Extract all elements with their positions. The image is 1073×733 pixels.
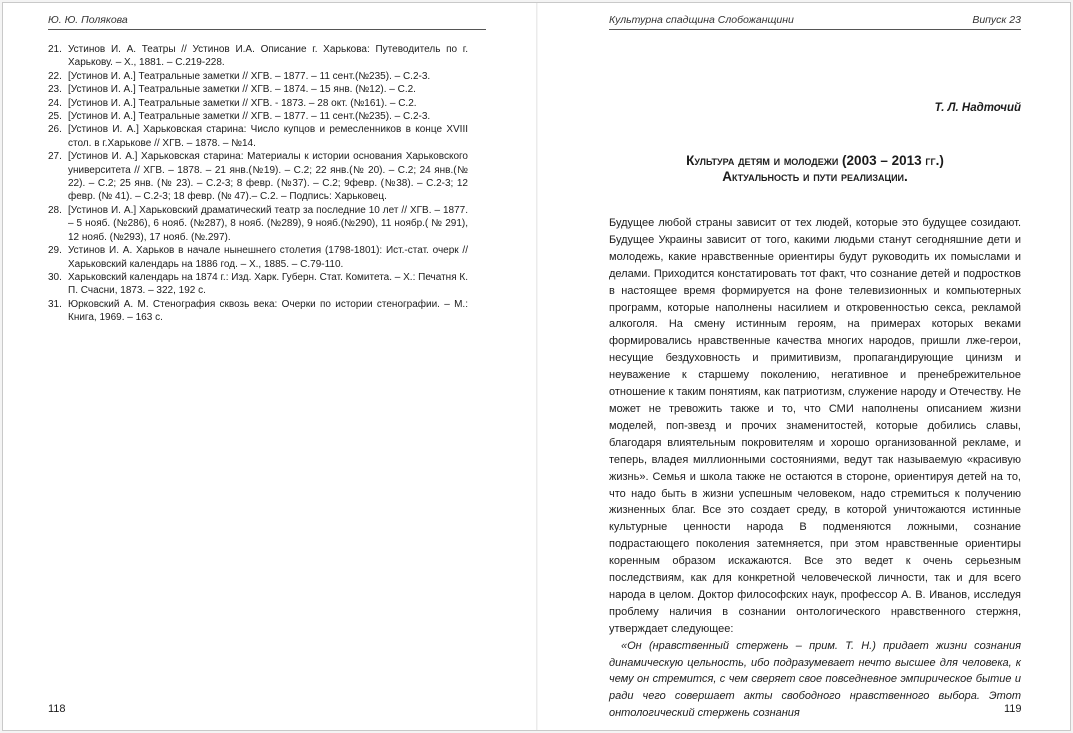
reference-item bbox=[48, 244, 468, 271]
right-page-number: 119 bbox=[1004, 703, 1022, 715]
left-page-number: 118 bbox=[48, 703, 66, 715]
article-body bbox=[609, 215, 1021, 722]
reference-number: 27. bbox=[48, 151, 62, 163]
reference-item bbox=[48, 123, 468, 150]
reference-text: [Устинов И. А.] Театральные заметки // ХГВ. - 1873. – 28 окт. (№161). – С.2. bbox=[68, 97, 417, 109]
reference-number: 23. bbox=[48, 84, 62, 96]
reference-text: Устинов И. А. Театры // Устинов И.А. Описание г. Харькова: Путеводитель по г. Харькову. – Х., 1881. – С.219-228. bbox=[68, 44, 468, 69]
reference-item bbox=[48, 70, 468, 83]
reference-text: [Устинов И. А.] Театральные заметки // ХГВ. – 1874. – 15 янв. (№12). – С.2. bbox=[68, 84, 416, 96]
book-spread bbox=[2, 2, 1071, 731]
reference-item bbox=[48, 97, 468, 110]
reference-item bbox=[48, 110, 468, 123]
reference-number: 30. bbox=[48, 271, 62, 283]
article-title-line-1: Культура детям и молодежи (2003 – 2013 гг.) bbox=[686, 153, 944, 168]
reference-text: [Устинов И. А.] Театральные заметки // ХГВ. – 1877. – 11 сент.(№235). – С.2-3. bbox=[68, 70, 431, 82]
reference-text: [Устинов И. А.] Харьковская старина: Материалы к истории основания Харьковского университета // ХГВ. – 1878. – 21 янв.(№19). – С.2; 22 янв.(№ 20). – С.2; 24 янв.(№ 22). – С.2; 25 янв. (№ 23). – С.2-3; 8 февр. (№37). – С.2; 9февр. (№38). – С.2-3; 12 февр. (№ 41). – С.2-3; 18 февр. (№ 47).– С.2. – Подпись: Харьковец. bbox=[68, 151, 468, 203]
body-paragraph: Будущее любой страны зависит от тех людей, которые это будущее созидают. Будущее Украины зависит от того, какими людьми станут сегодняшние дети и молодежь, какие нравственные ориентиры будут руководить их помыслами и делами. Приходится констатировать тот факт, что сознание детей и подростков в настоящее время формируется на фоне телевизионных и компьютерных программ, которые наполнены насилием и откровенностью секса, рекламой алкоголя. На смену истинным героям, на примерах которых веками формировались нравственные качества многих народов, пришли лже-герои, несущие бездуховность и примитивизм, пропагандирующие цинизм и неуважение к старшему поколению, негативное и пренебрежительное отношение к таким понятиям, как патриотизм, служение народу и Отечеству. Не может не тревожить также и то, что СМИ наполнены описанием жизни моделей, поп-звезд и прочих знаменитостей, которые добились славы, благодаря влиятельным покровителям и хорошо организованной рекламе, и теперь, владея миллионными состояниями, ведут так называемую «красивую жизнь». Семья и школа также не остаются в стороне, ориентируя детей на то, что надо быть в жизни успешным человеком, надо стремиться к получению жизненных благ. Все это создает среду, в которой уничтожаются истинные культурные ценности народа В подменяются ложными, сознание подрастающего поколения затемняется, при этом нравственные ориентиры коренным образом искажаются. Все это ведет к очень серьезным последствиям, как для конкретной человеческой личности, так и для всего народа в целом. Доктор философских наук, профессор А. В. Иванов, исследуя проблему наличия в сознании онтологического нравственного стержня, утверждает следующее: bbox=[609, 217, 1021, 635]
reference-number: 31. bbox=[48, 298, 62, 310]
reference-number: 26. bbox=[48, 124, 62, 136]
article-title bbox=[609, 153, 1021, 185]
reference-number: 29. bbox=[48, 245, 62, 257]
reference-list bbox=[48, 43, 468, 325]
reference-item bbox=[48, 271, 468, 298]
right-page bbox=[538, 3, 1070, 730]
article-title-line-2: Актуальность и пути реализации. bbox=[722, 169, 908, 184]
reference-text: Устинов И. А. Харьков в начале нынешнего столетия (1798-1801): Ист.-стат. очерк // Харьковский календарь на 1886 год. – Х., 1885. – С.79-110. bbox=[68, 245, 468, 270]
left-page bbox=[3, 3, 536, 730]
reference-text: [Устинов И. А.] Театральные заметки // ХГВ. – 1877. – 11 сент.(№235). – С.2-3. bbox=[68, 111, 431, 123]
reference-item bbox=[48, 150, 468, 204]
reference-text: Харьковский календарь на 1874 г.: Изд. Харк. Губерн. Стат. Комитета. – Х.: Печатня К. П. Счасни, 1873. – 322, 192 с. bbox=[68, 271, 468, 297]
left-running-head-author: Ю. Ю. Полякова bbox=[48, 14, 128, 26]
issue-label: Випуск 23 bbox=[972, 14, 1021, 26]
right-running-head bbox=[609, 13, 1021, 30]
reference-number: 25. bbox=[48, 111, 62, 123]
reference-text: [Устинов И. А.] Харьковский драматический театр за последние 10 лет // ХГВ. – 1877. – 5 нояб. (№286), 6 нояб. (№287), 8 нояб. (№289), 9 нояб.(№290), 11 ноябр.( № 291), 12 нояб. (№293), 17 нояб. (№.297). bbox=[68, 204, 468, 243]
reference-item bbox=[48, 83, 468, 96]
reference-number: 22. bbox=[48, 70, 62, 82]
reference-number: 28. bbox=[48, 204, 62, 216]
reference-text: [Устинов И. А.] Харьковская старина: Число купцов и ремесленников в конце XVIII стол. в г.Харькове // ХГВ. – 1878. – №14. bbox=[68, 124, 468, 149]
reference-item bbox=[48, 43, 468, 70]
left-running-head bbox=[48, 13, 486, 30]
reference-number: 24. bbox=[48, 97, 62, 109]
article-author: Т. Л. Надточий bbox=[934, 102, 1021, 114]
reference-item bbox=[48, 298, 468, 325]
reference-item bbox=[48, 204, 468, 244]
quote-paragraph: «Он (нравственный стержень – прим. Т. Н.) придает жизни сознания динамическую цельность, ибо подразумевает нечто высшее для человека, к чему он стремится, с чем сверяет свое повседневное эмпирическое бытие и ради чего совершает акты свободного нравственного выбора. Этот онтологический стержень сознания bbox=[609, 639, 1021, 720]
journal-title: Культурна спадщина Слобожанщини bbox=[609, 14, 794, 26]
reference-text: Юрковский А. М. Стенография сквозь века: Очерки по истории стенографии. – М.: Книга, 1969. – 163 с. bbox=[68, 298, 468, 324]
reference-number: 21. bbox=[48, 44, 62, 55]
